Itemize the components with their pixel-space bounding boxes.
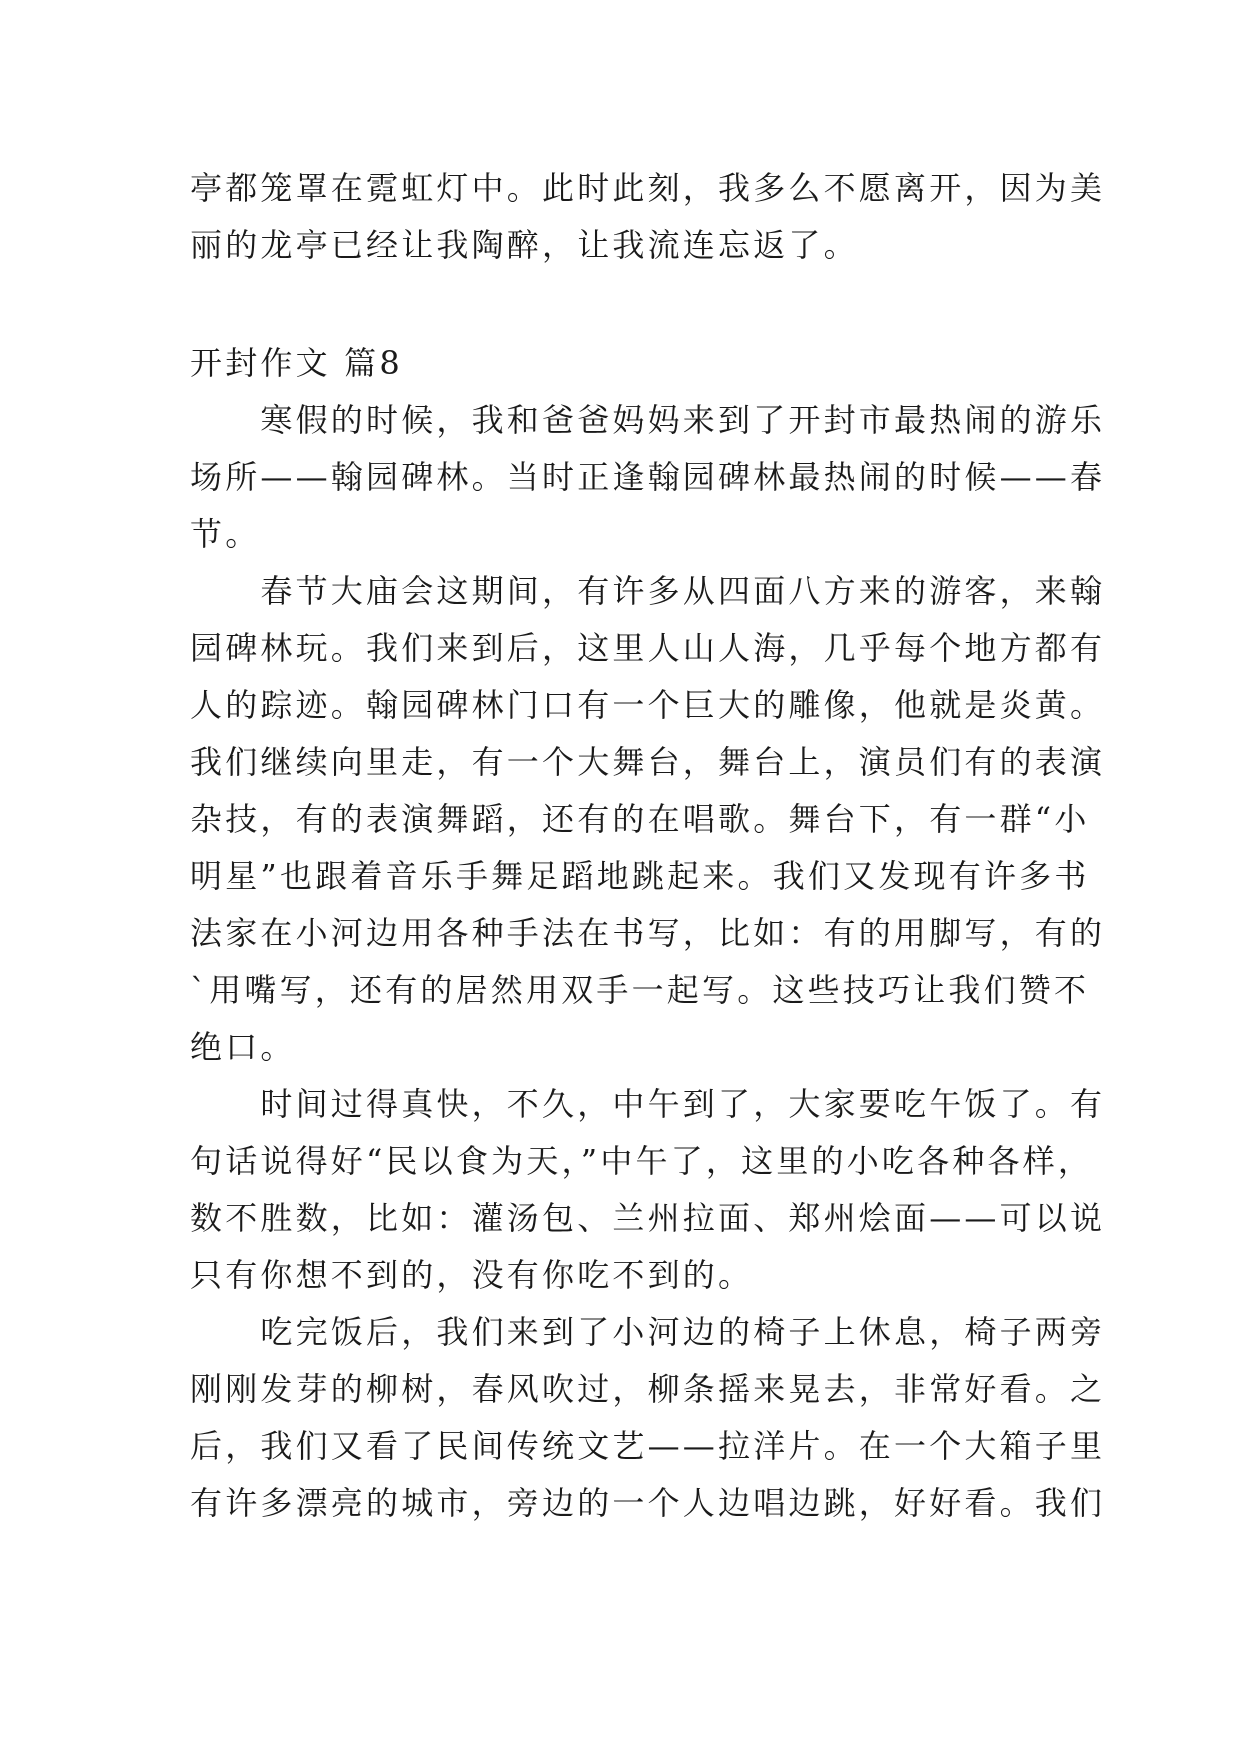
article-body — [190, 392, 1106, 1532]
text-line: 园碑林玩。我们来到后，这里人山人海，几乎每个地方都有 — [190, 629, 1106, 667]
text-line: 场所——翰园碑林。当时正逢翰园碑林最热闹的时候——春 — [190, 458, 1106, 496]
text-line: 人的踪迹。翰园碑林门口有一个巨大的雕像，他就是炎黄。 — [190, 686, 1106, 724]
text-line: 刚刚发芽的柳树，春风吹过，柳条摇来晃去，非常好看。之 — [190, 1370, 1106, 1408]
text-line: 节。 — [190, 515, 261, 553]
text-line: 后，我们又看了民间传统文艺——拉洋片。在一个大箱子里 — [190, 1427, 1106, 1465]
text-line: 有许多漂亮的城市，旁边的一个人边唱边跳，好好看。我们 — [190, 1484, 1106, 1522]
text-line: 数不胜数，比如：灌汤包、兰州拉面、郑州烩面——可以说 — [190, 1199, 1106, 1237]
text-line: 时间过得真快，不久，中午到了，大家要吃午饭了。有 — [190, 1085, 1106, 1123]
text-line: 我们继续向里走，有一个大舞台，舞台上，演员们有的表演 — [190, 743, 1106, 781]
intro-paragraph — [190, 160, 1106, 274]
text-line: `用嘴写，还有的居然用双手一起写。这些技巧让我们赞不 — [190, 971, 1090, 1009]
text-line: 寒假的时候，我和爸爸妈妈来到了开封市最热闹的游乐 — [190, 401, 1106, 439]
text-line: 明星”也跟着音乐手舞足蹈地跳起来。我们又发现有许多书 — [190, 857, 1090, 895]
text-line: 亭都笼罩在霓虹灯中。此时此刻，我多么不愿离开，因为美 — [190, 169, 1106, 207]
text-line: 只有你想不到的，没有你吃不到的。 — [190, 1256, 754, 1294]
text-line: 绝口。 — [190, 1028, 296, 1066]
text-line: 句话说得好“民以食为天，”中午了，这里的小吃各种各样， — [190, 1142, 1094, 1180]
text-line: 吃完饭后，我们来到了小河边的椅子上休息，椅子两旁 — [190, 1313, 1106, 1351]
text-line: 丽的龙亭已经让我陶醉，让我流连忘返了。 — [190, 226, 859, 264]
text-line: 杂技，有的表演舞蹈，还有的在唱歌。舞台下，有一群“小 — [190, 800, 1090, 838]
section-heading: 开封作文 篇8 — [190, 344, 403, 382]
text-line: 法家在小河边用各种手法在书写，比如：有的用脚写，有的 — [190, 914, 1106, 952]
text-line: 春节大庙会这期间，有许多从四面八方来的游客，来翰 — [190, 572, 1106, 610]
